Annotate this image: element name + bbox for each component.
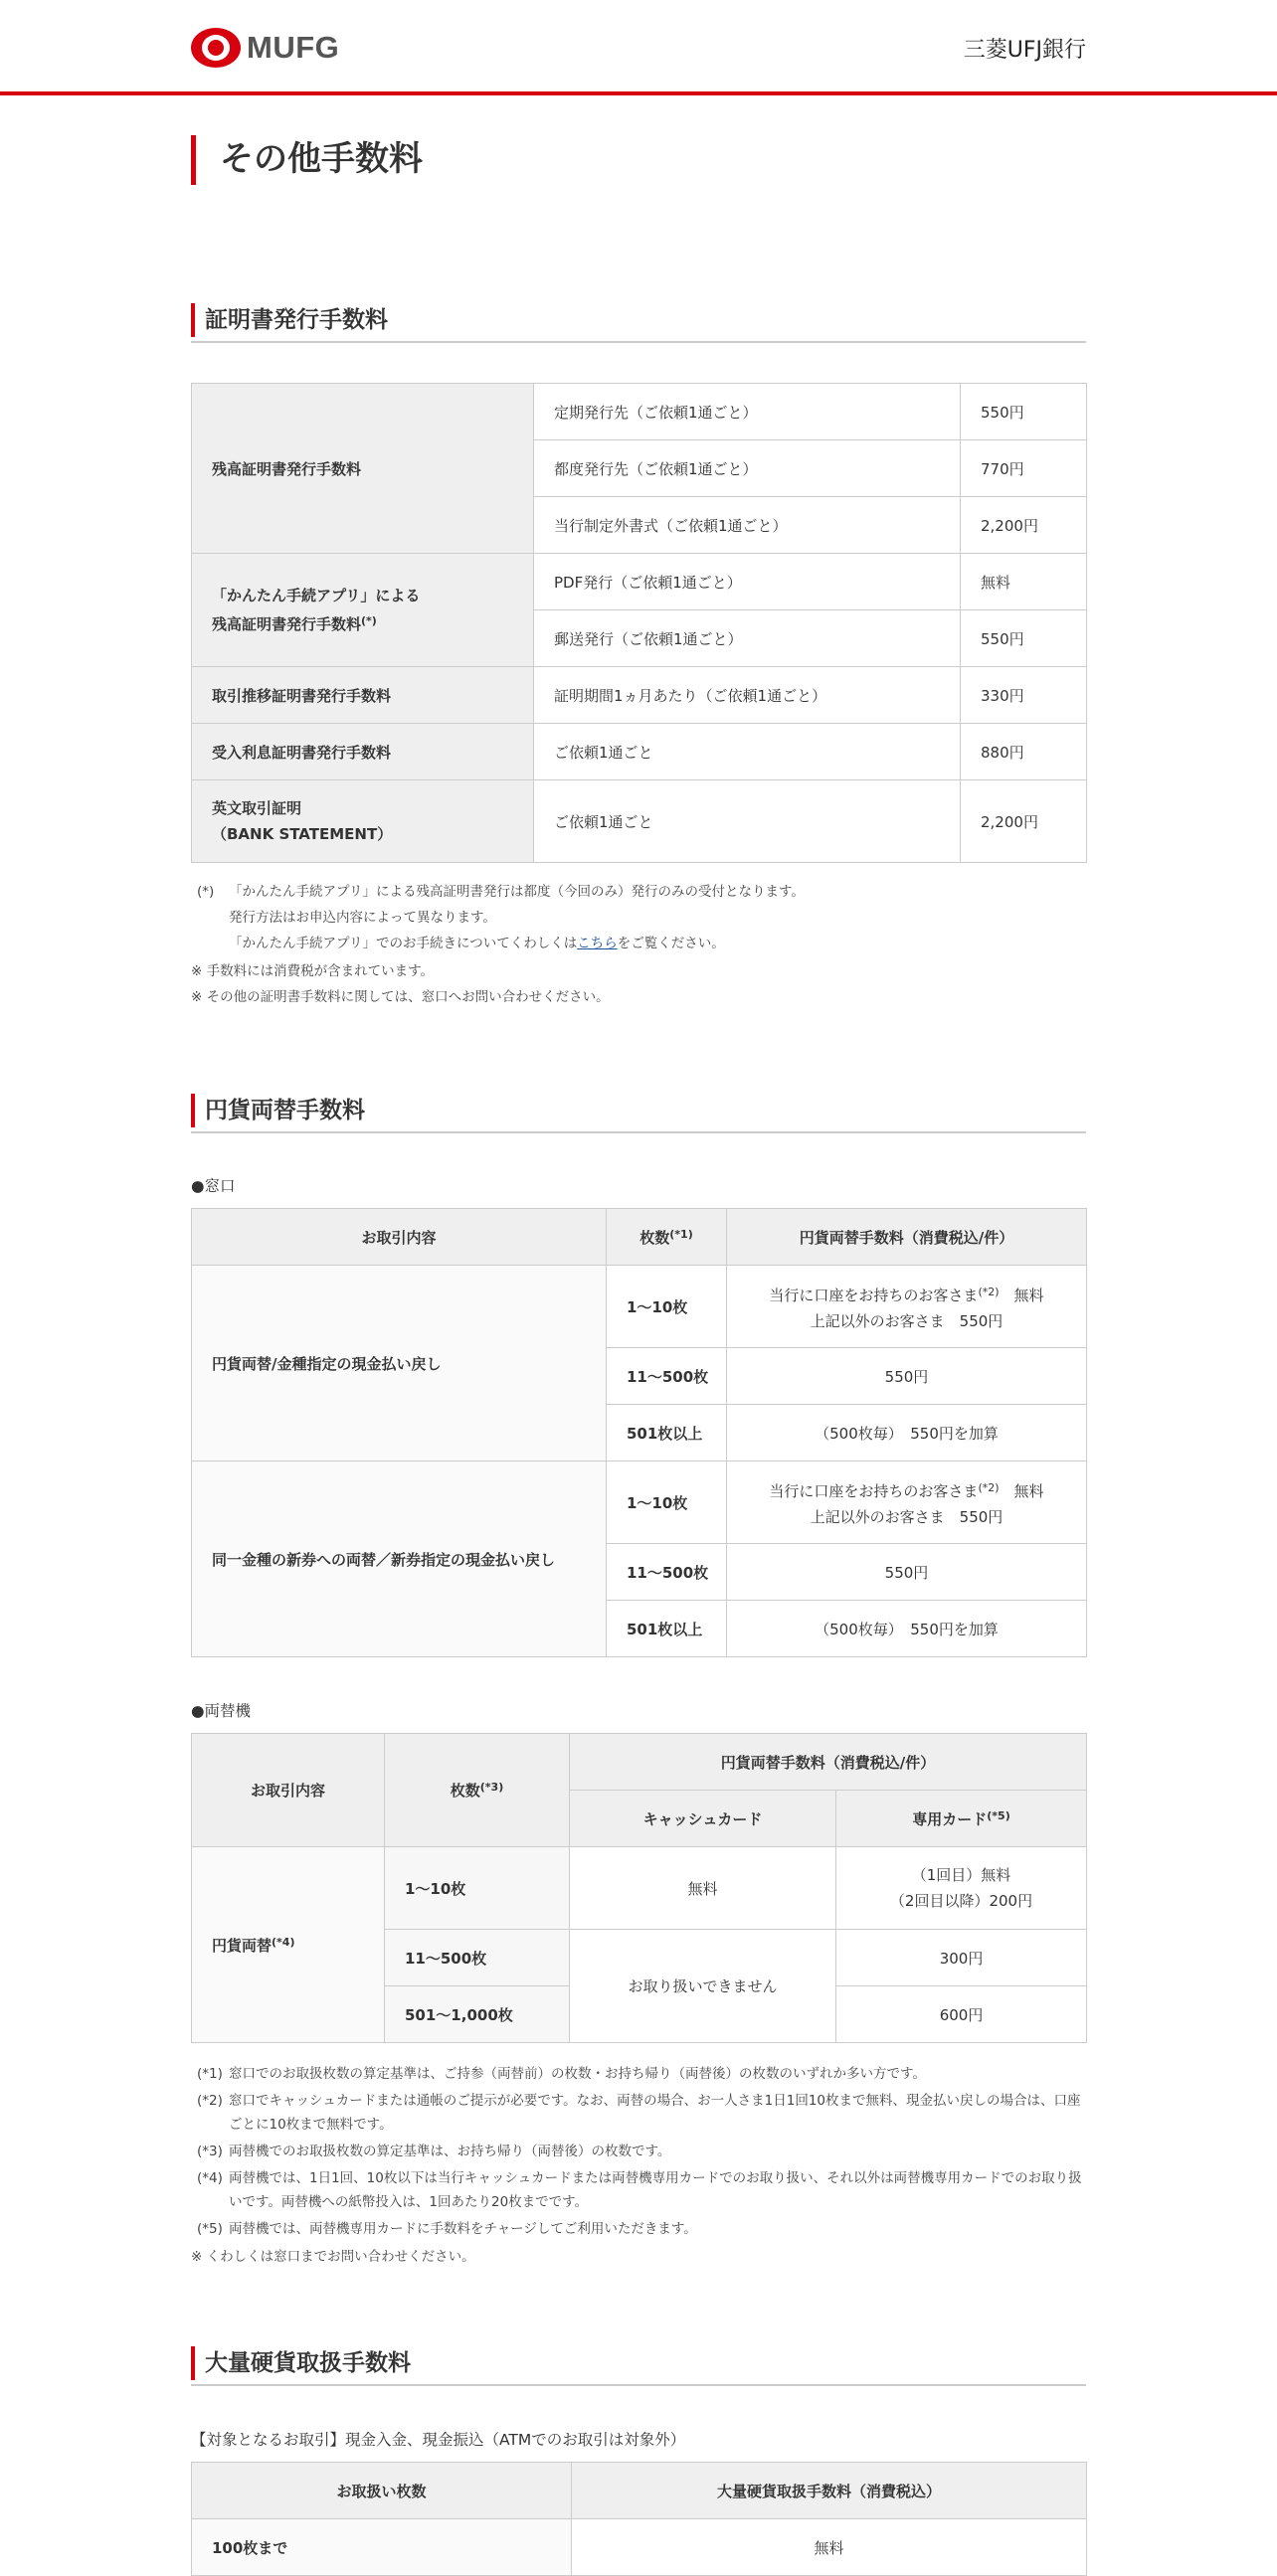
fee-cell: 550円 [727, 1544, 1087, 1601]
col-header: キャッシュカード [570, 1791, 836, 1847]
fee-cell: 当行に口座をお持ちのお客さま$^{(*2)}$ 無料 上記以外のお客さま 550円 [727, 1266, 1087, 1348]
tier-label: 501枚以上 [607, 1601, 727, 1657]
fee-amount: 2,200円 [961, 780, 1087, 863]
fee-description: 証明期間1ヵ月あたり（ご依頼1通ごと） [534, 667, 961, 724]
tier-label: 1～10枚 [607, 1266, 727, 1348]
section-heading-exchange [191, 1094, 1086, 1133]
tier-label: 11～500枚 [607, 1544, 727, 1601]
fee-cell: お取り扱いできません [570, 1930, 836, 2043]
col-header: 枚数$^{(*3)}$ [385, 1734, 570, 1847]
fee-description: 都度発行先（ご依頼1通ごと） [534, 440, 961, 497]
table-row-label: 円貨両替/金種指定の現金払い戻し [192, 1266, 607, 1461]
contact-note: ※ その他の証明書手数料に関しては、窓口へお問い合わせください。 [191, 989, 610, 1005]
col-header: お取引内容 [192, 1734, 385, 1847]
tier-label: 11～500枚 [607, 1348, 727, 1405]
mufg-logo[interactable] [191, 28, 339, 68]
table-row-label: 残高証明書発行手数料 [192, 384, 534, 554]
col-header: お取引内容 [192, 1209, 607, 1266]
tax-note: ※ 手数料には消費税が含まれています。 [191, 963, 435, 979]
fee-amount: 2,200円 [961, 497, 1087, 554]
fee-cell: 無料 [570, 1847, 836, 1930]
fee-cell: 300円 [836, 1930, 1087, 1986]
table-row-label: 円貨両替$^{(*4)}$ [192, 1847, 385, 2043]
tier-label: 501枚以上 [607, 1405, 727, 1461]
col-header: お取扱い枚数 [192, 2463, 572, 2519]
fee-amount: 770円 [961, 440, 1087, 497]
contact-note: ※ くわしくは窓口までお問い合わせください。 [191, 2249, 475, 2265]
certificate-fee-table [191, 383, 1087, 863]
tier-label: 1～10枚 [385, 1847, 570, 1930]
fee-amount: 無料 [961, 554, 1087, 610]
table-row-label: 「かんたん手続アプリ」による 残高証明書発行手数料(*) [192, 554, 534, 667]
target-transactions: 【対象となるお取引】現金入金、現金振込（ATMでのお取引は対象外） [191, 2431, 686, 2449]
fee-amount: 880円 [961, 724, 1087, 780]
table-row-label: 受入利息証明書発行手数料 [192, 724, 534, 780]
tier-label: 501～1,000枚 [385, 1986, 570, 2043]
fee-amount: 550円 [961, 610, 1087, 667]
fee-cell: （500枚毎） 550円を加算 [727, 1405, 1087, 1461]
section-title: 円貨両替手数料 [205, 1098, 365, 1123]
fee-description: ご依頼1通ごと [534, 724, 961, 780]
col-header: 円貨両替手数料（消費税込/件） [570, 1734, 1087, 1791]
col-header: 円貨両替手数料（消費税込/件） [727, 1209, 1087, 1266]
col-header: 専用カード$^{(*5)}$ [836, 1791, 1087, 1847]
fee-cell: （500枚毎） 550円を加算 [727, 1601, 1087, 1657]
table-row-label: 英文取引証明 （BANK STATEMENT） [192, 780, 534, 863]
site-header [0, 0, 1277, 95]
table-row-label: 取引推移証明書発行手数料 [192, 667, 534, 724]
fee-description: 郵送発行（ご依頼1通ごと） [534, 610, 961, 667]
fee-cell: 無料 [572, 2519, 1087, 2576]
fee-cell: （1回目）無料 （2回目以降）200円 [836, 1847, 1087, 1930]
app-info-link[interactable]: こちら [577, 936, 618, 951]
page-title: その他手数料 [191, 135, 423, 185]
table-row-label: 同一金種の新券への両替／新券指定の現金払い戻し [192, 1461, 607, 1657]
fee-cell: 550円 [727, 1348, 1087, 1405]
fee-description: ご依頼1通ごと [534, 780, 961, 863]
coin-fee-table [191, 2462, 1087, 2576]
tier-label: 11～500枚 [385, 1930, 570, 1986]
certificate-notes: (*) 「かんたん手続アプリ」による残高証明書発行は都度（今回のみ）発行のみの受付となります。 発行方法はお申込内容によって異なります。 「かんたん手続アプリ」でのお手続きについてくわしくはこちらをご覧ください。 ※ 手数料には消費税が含まれています。 ※ その他の証明書手数料に関しては、窓口へお問い合わせください。 [191, 879, 1086, 1010]
machine-exchange-table [191, 1733, 1087, 2043]
fee-amount: 330円 [961, 667, 1087, 724]
logo-text: MUFG [247, 30, 340, 65]
section-title: 証明書発行手数料 [205, 307, 388, 333]
section-heading-certificate [191, 303, 1086, 343]
machine-subheading: ●両替機 [191, 1702, 252, 1720]
fee-cell: 当行に口座をお持ちのお客さま$^{(*2)}$ 無料 上記以外のお客さま 550円 [727, 1461, 1087, 1544]
col-header: 大量硬貨取扱手数料（消費税込） [572, 2463, 1087, 2519]
tier-label: 1～10枚 [607, 1461, 727, 1544]
counter-exchange-table [191, 1208, 1087, 1657]
fee-description: PDF発行（ご依頼1通ごと） [534, 554, 961, 610]
fee-cell: 600円 [836, 1986, 1087, 2043]
counter-subheading: ●窓口 [191, 1177, 236, 1195]
fee-description: 定期発行先（ご依頼1通ごと） [534, 384, 961, 440]
bank-name: 三菱UFJ銀行 [963, 38, 1086, 63]
table-row-label: 100枚まで [192, 2519, 572, 2576]
exchange-footnotes: (*1) 窓口でのお取扱枚数の算定基準は、ご持参（両替前）の枚数・お持ち帰り（両替後）の枚数のいずれか多い方です。 (*2) 窓口でキャッシュカードまたは通帳のご提示が必要です。なお、両替の場合、お一人さま1日1回10枚まで無料、現金払い戻しの場合は、口座ごとに10枚まで無料です。 (*3) 両替機でのお取扱枚数の算定基準は、お持ち帰り（両替後）の枚数です。 (*4) 両替機では、1日1回、10枚以下は当行キャッシュカードまたは両替機専用カードでのお取り扱い、それ以外は両替機専用カードでのお取り扱いです。両替機への紙幣投入は、1回あたり20枚までです。 (*5) 両替機では、両替機専用カードに手数料をチャージしてご利用いただきます。 ※ くわしくは窓口までお問い合わせください。 [191, 2062, 1086, 2269]
fee-amount: 550円 [961, 384, 1087, 440]
section-heading-coins [191, 2346, 1086, 2386]
fee-description: 当行制定外書式（ご依頼1通ごと） [534, 497, 961, 554]
col-header: 枚数$^{(*1)}$ [607, 1209, 727, 1266]
section-title: 大量硬貨取扱手数料 [205, 2350, 411, 2376]
mufg-logo-icon [191, 28, 241, 68]
